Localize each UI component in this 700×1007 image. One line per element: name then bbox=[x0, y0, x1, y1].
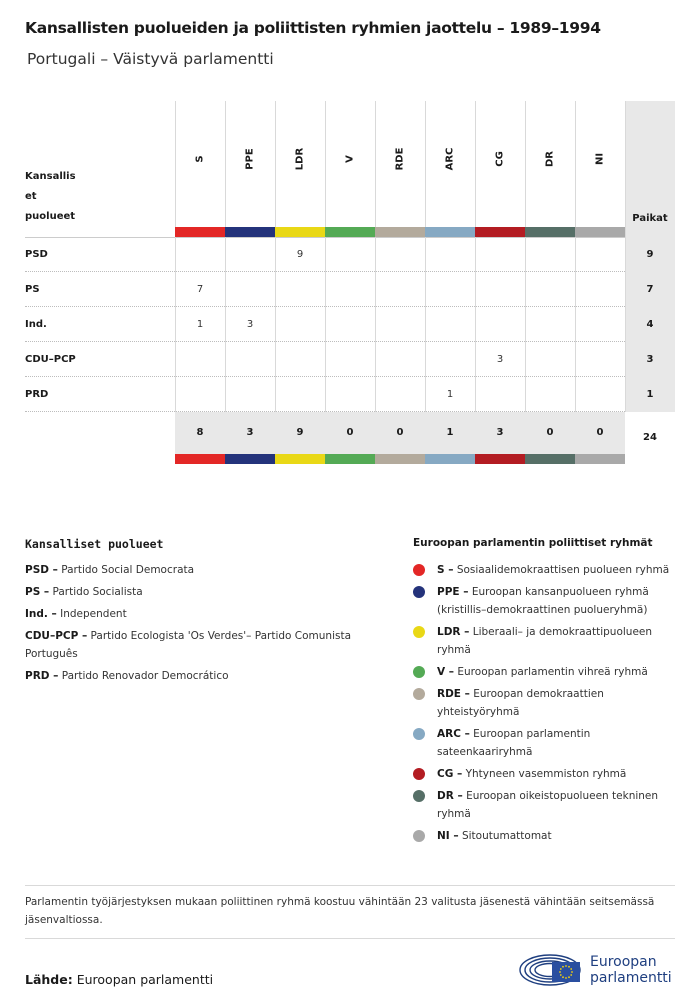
group-code: V – bbox=[437, 666, 455, 678]
party-seat-total: 1 bbox=[646, 389, 654, 400]
group-total-arc: 1 bbox=[446, 427, 454, 438]
group-code: NI – bbox=[437, 830, 459, 842]
flag-star-icon bbox=[568, 976, 570, 978]
group-legend-item bbox=[413, 765, 678, 783]
group-total-ldr: 9 bbox=[296, 427, 304, 438]
group-legend bbox=[413, 561, 678, 849]
group-total-v: 0 bbox=[346, 427, 354, 438]
divider bbox=[25, 938, 675, 939]
seat-cell bbox=[325, 272, 375, 307]
seat-cell bbox=[575, 272, 625, 307]
group-color-dot-icon bbox=[413, 830, 425, 842]
seat-cell bbox=[425, 237, 475, 272]
seat-cell: 3 bbox=[246, 319, 254, 330]
party-full-name: Partido Renovador Democrático bbox=[61, 670, 229, 682]
group-full-name: Liberaali– ja demokraattipuolueen ryhmä bbox=[437, 626, 653, 656]
seat-cell bbox=[375, 237, 425, 272]
seat-cell bbox=[175, 342, 225, 377]
seat-cell bbox=[275, 342, 325, 377]
group-total-cg: 3 bbox=[496, 427, 504, 438]
group-header-v bbox=[325, 101, 375, 227]
seat-cell bbox=[225, 342, 275, 377]
group-color-bar-bottom-ppe bbox=[225, 454, 275, 464]
page-title: Kansallisten puolueiden ja poliittisten ryhmien jaottelu – 1989–1994 bbox=[25, 19, 601, 37]
table-row bbox=[25, 307, 675, 342]
source bbox=[25, 972, 213, 987]
group-color-bar-bottom-v bbox=[325, 454, 375, 464]
table-row bbox=[25, 272, 675, 307]
group-color-bar-bottom-ni bbox=[575, 454, 625, 464]
seat-cell bbox=[375, 272, 425, 307]
table-row bbox=[25, 377, 675, 412]
group-color-dot-icon bbox=[413, 564, 425, 576]
group-color-bar-bottom-rde bbox=[375, 454, 425, 464]
group-header-label: ARC bbox=[444, 147, 456, 171]
group-color-bar-arc bbox=[425, 227, 475, 237]
seat-cell bbox=[325, 307, 375, 342]
seat-distribution-table bbox=[25, 101, 675, 464]
seat-cell: 7 bbox=[196, 284, 204, 295]
party-legend bbox=[25, 561, 380, 689]
group-total-s: 8 bbox=[196, 427, 204, 438]
seat-cell bbox=[525, 272, 575, 307]
seat-cell bbox=[375, 377, 425, 412]
group-total-ni: 0 bbox=[596, 427, 604, 438]
seat-cell bbox=[325, 342, 375, 377]
seat-cell bbox=[225, 377, 275, 412]
seat-cell bbox=[375, 307, 425, 342]
group-full-name: Euroopan demokraattien yhteistyöryhmä bbox=[437, 688, 604, 718]
seat-cell bbox=[225, 237, 275, 272]
group-total-ppe: 3 bbox=[246, 427, 254, 438]
party-code: PS – bbox=[25, 586, 50, 598]
group-header-rde bbox=[375, 101, 425, 227]
flag-star-icon bbox=[560, 974, 562, 976]
seat-cell bbox=[475, 377, 525, 412]
group-color-dot-icon bbox=[413, 626, 425, 638]
group-header-ppe bbox=[225, 101, 275, 227]
group-header-s bbox=[175, 101, 225, 227]
group-legend-item bbox=[413, 561, 678, 579]
party-legend-item bbox=[25, 667, 380, 685]
group-legend-item bbox=[413, 827, 678, 845]
parliament-hemicycle-icon bbox=[518, 948, 584, 988]
party-code: PSD – bbox=[25, 564, 58, 576]
group-legend-item bbox=[413, 663, 678, 681]
flag-star-icon bbox=[562, 966, 564, 968]
group-color-dot-icon bbox=[413, 790, 425, 802]
seat-cell bbox=[425, 307, 475, 342]
group-header-ni bbox=[575, 101, 625, 227]
group-color-bar-rde bbox=[375, 227, 425, 237]
flag-star-icon bbox=[568, 966, 570, 968]
flag-star-icon bbox=[559, 971, 561, 973]
group-legend-item bbox=[413, 623, 678, 659]
seat-cell bbox=[275, 377, 325, 412]
flag-star-icon bbox=[560, 968, 562, 970]
group-header-cg bbox=[475, 101, 525, 227]
group-full-name: Yhtyneen vasemmiston ryhmä bbox=[465, 768, 627, 780]
seat-cell bbox=[375, 342, 425, 377]
group-legend-item bbox=[413, 787, 678, 823]
party-name: PSD bbox=[25, 249, 48, 260]
party-seat-total: 7 bbox=[646, 284, 654, 295]
group-header-label: RDE bbox=[394, 147, 406, 171]
party-legend-item bbox=[25, 583, 380, 601]
group-code: LDR – bbox=[437, 626, 470, 638]
seat-cell bbox=[225, 272, 275, 307]
party-name: CDU–PCP bbox=[25, 354, 76, 365]
seat-cell bbox=[525, 377, 575, 412]
flag-star-icon bbox=[565, 965, 567, 967]
party-full-name: Partido Social Democrata bbox=[61, 564, 195, 576]
group-code: S – bbox=[437, 564, 454, 576]
group-header-label: LDR bbox=[294, 147, 306, 171]
group-color-bar-bottom-dr bbox=[525, 454, 575, 464]
group-header-dr bbox=[525, 101, 575, 227]
party-code: CDU–PCP – bbox=[25, 630, 88, 642]
group-header-label: V bbox=[344, 155, 356, 163]
seat-cell bbox=[175, 377, 225, 412]
group-full-name: Euroopan oikeistopuolueen tekninen ryhmä bbox=[437, 790, 659, 820]
group-color-bar-ldr bbox=[275, 227, 325, 237]
group-code: ARC – bbox=[437, 728, 470, 740]
group-header-label: DR bbox=[544, 150, 556, 168]
seat-cell: 1 bbox=[196, 319, 204, 330]
seat-cell bbox=[325, 237, 375, 272]
seat-cell bbox=[175, 237, 225, 272]
party-seat-total: 9 bbox=[646, 249, 654, 260]
group-color-bar-bottom-s bbox=[175, 454, 225, 464]
group-code: PPE – bbox=[437, 586, 469, 598]
flag-star-icon bbox=[565, 977, 567, 979]
group-full-name: Euroopan parlamentin sateenkaariryhmä bbox=[437, 728, 591, 758]
party-full-name: Partido Socialista bbox=[52, 586, 143, 598]
party-column-header: Kansallis et puolueet bbox=[25, 171, 76, 222]
seat-cell bbox=[425, 272, 475, 307]
group-legend-item bbox=[413, 725, 678, 761]
group-color-dot-icon bbox=[413, 688, 425, 700]
group-header-label: PPE bbox=[244, 148, 256, 170]
seat-cell bbox=[525, 237, 575, 272]
seat-cell bbox=[475, 307, 525, 342]
group-total-rde: 0 bbox=[396, 427, 404, 438]
group-header-ldr bbox=[275, 101, 325, 227]
group-header-label: CG bbox=[494, 151, 506, 167]
group-color-bar-bottom-cg bbox=[475, 454, 525, 464]
party-legend-title: Kansalliset puolueet bbox=[25, 537, 164, 551]
logo-text: Euroopan parlamentti bbox=[590, 954, 672, 986]
seat-cell bbox=[275, 272, 325, 307]
seat-cell bbox=[575, 307, 625, 342]
seat-cell bbox=[525, 342, 575, 377]
group-full-name: Euroopan kansanpuolueen ryhmä (kristillis–demokraattinen puolueryhmä) bbox=[437, 586, 649, 616]
party-name: PRD bbox=[25, 389, 49, 400]
group-total-dr: 0 bbox=[546, 427, 554, 438]
table-row bbox=[25, 342, 675, 377]
seat-cell: 3 bbox=[496, 354, 504, 365]
group-code: CG – bbox=[437, 768, 463, 780]
seat-cell bbox=[325, 377, 375, 412]
group-color-bar-bottom-ldr bbox=[275, 454, 325, 464]
group-full-name: Sitoutumattomat bbox=[461, 830, 552, 842]
seat-cell bbox=[525, 307, 575, 342]
footnote: Parlamentin työjärjestyksen mukaan poliittinen ryhmä koostuu vähintään 23 valitusta jäsenestä vähintään seitsemässä jäsenvaltiossa. bbox=[25, 896, 655, 926]
group-code: DR – bbox=[437, 790, 463, 802]
flag-star-icon bbox=[570, 968, 572, 970]
group-color-bar-s bbox=[175, 227, 225, 237]
party-name: Ind. bbox=[25, 319, 47, 330]
party-name: PS bbox=[25, 284, 40, 295]
source-value: Euroopan parlamentti bbox=[76, 972, 214, 987]
seat-cell bbox=[275, 307, 325, 342]
group-color-bar-v bbox=[325, 227, 375, 237]
group-color-bar-cg bbox=[475, 227, 525, 237]
divider bbox=[25, 885, 675, 886]
party-code: Ind. – bbox=[25, 608, 57, 620]
party-legend-item bbox=[25, 627, 380, 663]
group-full-name: Euroopan parlamentin vihreä ryhmä bbox=[457, 666, 648, 678]
group-header-label: NI bbox=[594, 152, 606, 166]
group-color-bar-ppe bbox=[225, 227, 275, 237]
seat-cell bbox=[575, 237, 625, 272]
party-seat-total: 3 bbox=[646, 354, 654, 365]
grand-total: 24 bbox=[643, 432, 657, 443]
group-legend-item bbox=[413, 685, 678, 721]
source-label: Lähde: bbox=[25, 972, 73, 987]
group-legend-title: Euroopan parlamentin poliittiset ryhmät bbox=[413, 537, 653, 549]
party-seat-total: 4 bbox=[646, 319, 654, 330]
european-parliament-logo bbox=[518, 948, 678, 988]
party-full-name: Independent bbox=[60, 608, 127, 620]
seat-cell: 9 bbox=[296, 249, 304, 260]
party-legend-item bbox=[25, 605, 380, 623]
party-code: PRD – bbox=[25, 670, 59, 682]
group-color-bar-dr bbox=[525, 227, 575, 237]
party-legend-item bbox=[25, 561, 380, 579]
party-full-name: Partido Ecologista 'Os Verdes'– Partido Comunista Português bbox=[25, 630, 352, 660]
table-row bbox=[25, 237, 675, 272]
group-color-dot-icon bbox=[413, 728, 425, 740]
seat-cell bbox=[575, 342, 625, 377]
seat-cell bbox=[425, 342, 475, 377]
group-color-bar-ni bbox=[575, 227, 625, 237]
group-header-arc bbox=[425, 101, 475, 227]
group-color-dot-icon bbox=[413, 586, 425, 598]
group-color-bar-bottom-arc bbox=[425, 454, 475, 464]
seat-cell bbox=[575, 377, 625, 412]
group-full-name: Sosiaalidemokraattisen puolueen ryhmä bbox=[456, 564, 670, 576]
group-code: RDE – bbox=[437, 688, 470, 700]
seat-cell: 1 bbox=[446, 389, 454, 400]
group-color-dot-icon bbox=[413, 768, 425, 780]
group-legend-item bbox=[413, 583, 678, 619]
group-color-dot-icon bbox=[413, 666, 425, 678]
flag-star-icon bbox=[562, 976, 564, 978]
seat-cell bbox=[475, 237, 525, 272]
seats-column-header: Paikat bbox=[632, 213, 668, 224]
seat-cell bbox=[475, 272, 525, 307]
page-subtitle: Portugali – Väistyvä parlamentti bbox=[27, 50, 274, 68]
flag-star-icon bbox=[571, 971, 573, 973]
group-header-label: S bbox=[194, 155, 206, 163]
flag-star-icon bbox=[570, 974, 572, 976]
